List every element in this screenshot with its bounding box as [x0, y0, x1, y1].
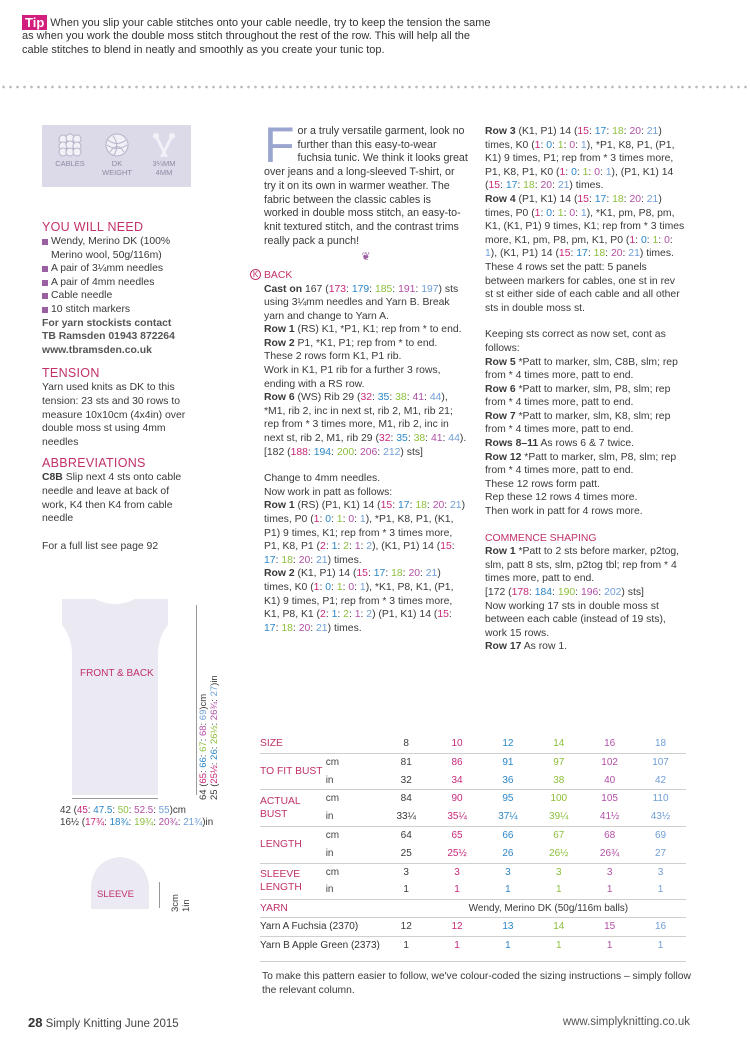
- sleeve-measurement: [170, 872, 192, 912]
- height-cm: 64 (65: 66: 67: 68: 69)cm: [198, 693, 209, 800]
- yarn-cables-icon: [57, 133, 83, 157]
- length-label: LENGTH: [260, 826, 326, 863]
- to-fit-bust-label: TO FIT BUST: [260, 753, 326, 790]
- yarn-a-label: Yarn A Fuchsia (2370): [260, 918, 381, 936]
- you-will-need-heading: YOU WILL NEED: [42, 220, 144, 234]
- list-item: A pair of 4mm needles: [42, 276, 192, 290]
- page-footer: [28, 1016, 690, 1032]
- footer-url[interactable]: www.simplyknitting.co.uk: [562, 1016, 690, 1028]
- weight-label-1: DK: [111, 159, 123, 168]
- back-heading: [252, 269, 468, 283]
- list-item: 10 stitch markers: [42, 303, 192, 317]
- knit-badge-icon: K: [250, 269, 261, 280]
- table-note: To make this pattern easier to follow, we've colour-coded the sizing instructions – simply follow the relevant column.: [262, 971, 691, 996]
- drop-cap: F: [264, 117, 295, 173]
- table-row: in 33¼ 35¼ 37¼ 39¼ 41½ 43½: [325, 811, 671, 823]
- stockist-url[interactable]: www.tbramsden.co.uk: [42, 344, 152, 356]
- actual-bust-label: ACTUAL BUST: [260, 790, 326, 827]
- tension-text: Yarn used knits as DK to this tension: 23 sts and 30 rows to measure 10x10cm (4x4in) over double moss st using 4mm needles: [42, 382, 186, 448]
- list-item: Wendy, Merino DK (100% Merino wool, 50g/116m): [42, 235, 192, 262]
- size-header: SIZE: [260, 738, 283, 750]
- table-row: in 32 34 36 38 40 42: [325, 774, 667, 786]
- list-item: Cable needle: [42, 289, 192, 303]
- sleeve-cm: 3cm: [170, 894, 181, 912]
- sleeve-dimension-line: [159, 882, 160, 908]
- materials-column: [42, 220, 192, 553]
- intro-text: or a truly versatile garment, look no further than this easy-to-wear fuchsia tunic. We think it looks great over jeans and a long-sleeved T-shirt, or try it on its own in warmer weather. The fabric between the classic cables is worked in double moss stitch, an easy-to-knit textured stitch, and the contrast trims really pack a punch!: [264, 125, 468, 247]
- cables-label: CABLES: [55, 159, 85, 168]
- height-in: 25 (25½: 26: 26½: 26¾: 27)in: [209, 675, 220, 800]
- tip-box: [22, 15, 492, 57]
- back-heading-text: BACK: [264, 269, 293, 281]
- sleeve-schematic: [85, 855, 155, 910]
- stockist-line-1: For yarn stockists contact: [42, 317, 172, 329]
- tip-text: When you slip your cable stitches onto your cable needle, try to keep the tension the same as when you work the double moss stitch throughout the rest of the row. This will help all the cable stitches to blend in neatly and smoothly as you create your tunic top.: [22, 17, 491, 56]
- table-row: [260, 735, 686, 753]
- front-back-schematic: [40, 595, 190, 800]
- table-row: Yarn B Apple Green (2373) 1 1 1 1 1 1: [260, 936, 686, 954]
- table-row: SLEEVE LENGTH cm 3 3 3 3 3 3: [260, 863, 686, 881]
- size-18: 18: [654, 738, 667, 750]
- table-row: in 25 25½ 26 26½ 26¾ 27: [325, 847, 667, 859]
- sleeve-label: SLEEVE: [97, 889, 134, 900]
- tip-badge: Tip: [22, 15, 47, 30]
- size-16: 16: [604, 738, 616, 750]
- yarn-label: YARN: [260, 900, 326, 918]
- commence-shaping-heading: COMMENCE SHAPING: [485, 532, 597, 544]
- stockist-line-2: TB Ramsden 01943 872264: [42, 331, 175, 343]
- weight-info: [97, 133, 137, 177]
- table-bottom-rule: [260, 961, 686, 962]
- needle-size-1: 3¼MM: [152, 159, 176, 168]
- abbr-definition: Slip next 4 sts onto cable needle and leave at back of work, K4 then K4 from cable needle: [42, 472, 182, 525]
- front-back-label: FRONT & BACK: [80, 668, 154, 679]
- ornament-divider-icon: ❦: [361, 251, 371, 264]
- size-12: 12: [502, 738, 514, 750]
- size-10: 10: [451, 738, 463, 750]
- intro-paragraph: [264, 117, 468, 248]
- width-in: 16½ (17¾: 18¾: 19¾: 20¾: 21¾)in: [60, 817, 214, 828]
- yarn-b-label: Yarn B Apple Green (2373): [260, 936, 381, 954]
- width-cm: 42 (45: 47.5: 50: 52.5: 55)cm: [60, 805, 186, 816]
- width-dimension-line: [72, 798, 158, 799]
- weight-label-2: WEIGHT: [102, 167, 132, 177]
- pattern-info-icons: [42, 125, 191, 187]
- height-measurement: [198, 570, 220, 800]
- dotted-divider: [0, 85, 750, 89]
- yarn-ball-icon: [104, 133, 130, 157]
- cables-info: [50, 133, 90, 169]
- sleeve-length-label: SLEEVE LENGTH: [260, 863, 326, 900]
- table-row: LENGTH cm 64 65 66 67 68 69: [260, 826, 686, 844]
- abbreviations-more: For a full list see page 92: [42, 540, 159, 552]
- height-dimension-line: [196, 605, 197, 795]
- pattern-column-3: Row 3 (K1, P1) 14 (15: 17: 18: 20: 21) times, K0 (1: 0: 1: 0: 1), *P1, K8, P1, (P1, K1) 9 times, P1; rep from * 3 times more, P1, K8, P1, K0 (1: 0: 1: 0: 1), (P1, K1) 14 (15: 17: 18: 20: 21) times. Row 4 (P1, K1) 14 (15: 17: 18: 20: 21) times, P0 (1: 0: 1: 0: 1), *K1, pm, P8, pm, K1, (K1, P1) 9 times, K1; rep from * 3 times more, K1, pm, P8, pm, K1, P0 (1: 0: 1: 0: 1), (K1, P1) 14 (15: 17: 18: 20: 21) times. These 4 rows set the patt: 5 panels between markers for cables, one st in rev st st either side of each cable and all other sts in double moss st. Keeping sts correct as now set, cont as follows: Row 5 *Patt to marker, slm, C8B, slm; rep from * 4 times more, patt to end. Row 6 *Patt to marker, slm, P8, slm; rep from * 4 times more, patt to end. Row 7 *Patt to marker, slm, K8, slm; rep from * 4 times more, patt to end. Rows 8–11 As rows 6 & 7 twice. Row 12 *Patt to marker, slm, P8, slm; rep from * 4 times more, patt to end. These 12 rows form patt. Rep these 12 rows 4 times more. Then work in patt for 4 rows more. COMMENCE SHAPING Row 1 *Patt to 2 sts before marker, p2tog, slm, patt 8 sts, slm, p2tog tbl; rep from * 4 times more, patt to end. [172 (178: 184: 190: 196: 202) sts] Now working 17 sts in double moss st between each cable (instead of 19 sts), work 15 rows. Row 17 As row 1.: [485, 126, 685, 653]
- list-item: A pair of 3¼mm needles: [42, 262, 192, 276]
- sleeve-in: 1in: [181, 899, 192, 912]
- materials-list: [42, 235, 192, 317]
- size-14: 14: [553, 738, 565, 750]
- back-instructions: Cast on 167 (173: 179: 185: 191: 197) sts using 3¼mm needles and Yarn B. Break yarn and change to Yarn A. Row 1 (RS) K1, *P1, K1; rep from * to end. Row 2 P1, *K1, P1; rep from * to end. These 2 rows form K1, P1 rib. Work in K1, P1 rib for a further 3 rows, ending with a RS row. Row 6 (WS) Rib 29 (32: 35: 38: 41: 44), *M1, rib 2, inc in next st, rib 2, M1, rib 21; rep from * 3 times more, M1, rib 2, inc in next st, rib 2, M1, rib 29 (32: 35: 38: 41: 44). [182 (188: 194: 200: 206: 212) sts] Change to 4mm needles. Now work in patt as follows: Row 1 (RS) (P1, K1) 14 (15: 17: 18: 20: 21) times, P0 (1: 0: 1: 0: 1), *P1, K8, P1, (K1, P1) 9 times, K1; rep from * 3 times more, P1, K8, P1 (2: 1: 2: 1: 2), (K1, P1) 14 (15: 17: 18: 20: 21) times. Row 2 (K1, P1) 14 (15: 17: 18: 20: 21) times, K0 (1: 0: 1: 0: 1), *K1, P8, K1, (P1, K1) 9 times, P1; rep from * 3 times more, K1, P8, K1 (2: 1: 2: 1: 2) (P1, K1) 14 (15: 17: 18: 20: 21) times.: [264, 283, 467, 634]
- abbreviation-c8b: [42, 471, 192, 525]
- tension-heading: TENSION: [42, 366, 100, 381]
- yarn-value: Wendy, Merino DK (50g/116m balls): [381, 900, 686, 918]
- table-row: ACTUAL BUST cm 84 90 95 100 105 110: [260, 790, 686, 808]
- size-table: [260, 735, 686, 955]
- needle-size-2: 4MM: [155, 167, 173, 177]
- pattern-column-2: [252, 117, 468, 635]
- table-row: Yarn A Fuchsia (2370) 12 12 13 14 15 16: [260, 918, 686, 936]
- needles-info: [144, 133, 184, 177]
- table-row: in 1 1 1 1 1 1: [325, 884, 664, 896]
- table-row: [260, 900, 686, 918]
- abbr-term: C8B: [42, 472, 63, 484]
- size-8: 8: [403, 738, 409, 750]
- abbreviations-heading: ABBREVIATIONS: [42, 456, 146, 471]
- needles-icon: [151, 133, 177, 157]
- magazine-issue: Simply Knitting June 2015: [45, 1018, 179, 1030]
- page-number: 28: [28, 1015, 43, 1030]
- width-measurement: [60, 805, 213, 829]
- table-row: TO FIT BUST cm 81 86 91 97 102 107: [260, 753, 686, 771]
